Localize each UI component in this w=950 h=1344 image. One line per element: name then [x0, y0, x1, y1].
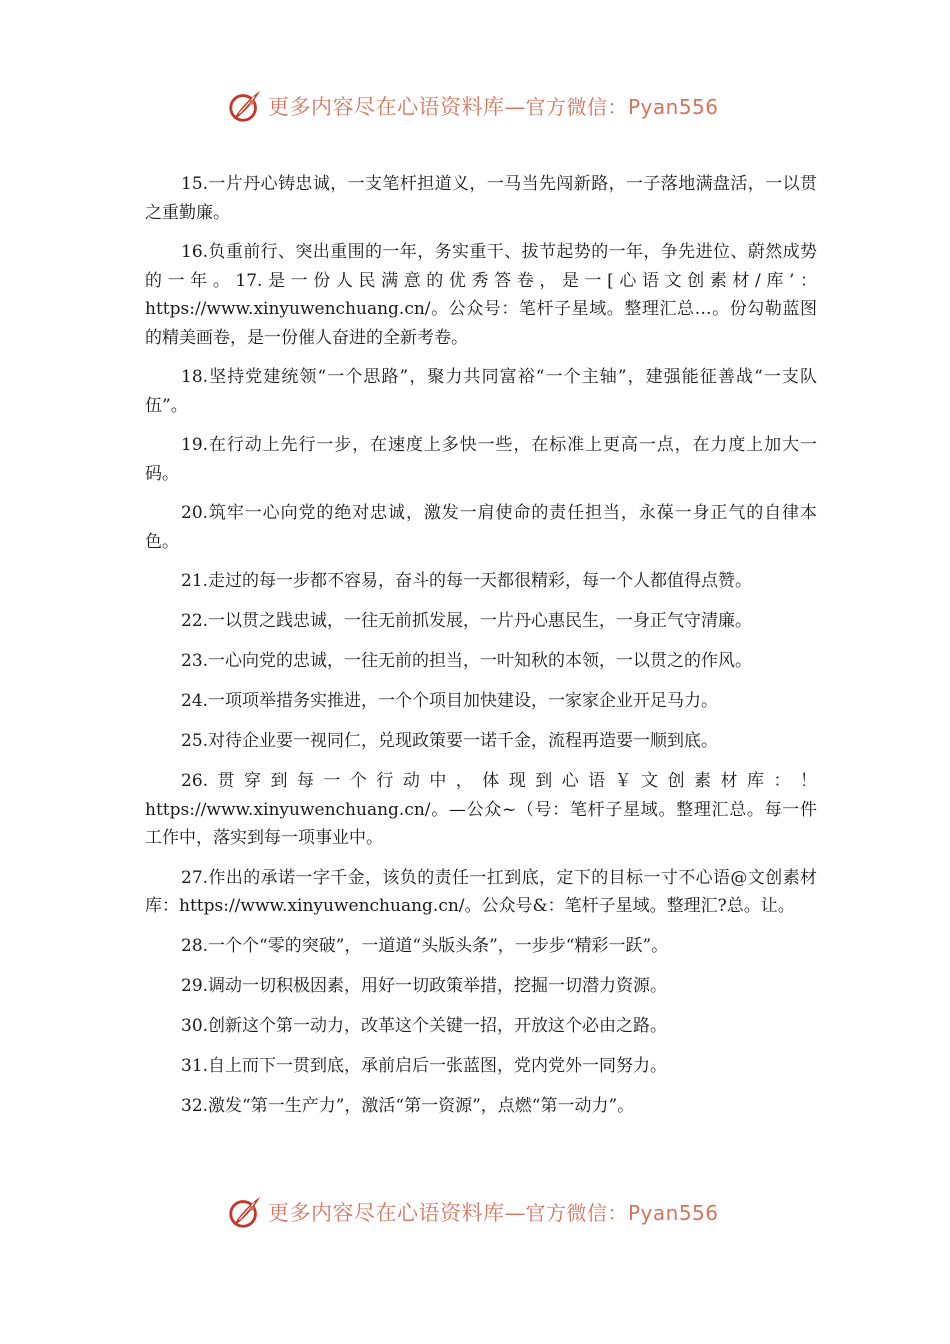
paragraph-23: 23.一心向党的忠诚，一往无前的担当，一叶知秋的本领，一以贯之的作风。	[181, 651, 753, 671]
wechat-id: 官方微信：Pyan556	[525, 95, 719, 119]
paragraph-32: 32.激发“第一生产力”，激活“第一资源”，点燃“第一动力”。	[181, 1095, 635, 1116]
footer-banner	[226, 1192, 726, 1232]
paragraph-27: 27.作出的承诺一字千金，该负的责任一扛到底，定下的目标一寸不心语@文创素材库：https://www.xinyuwenchuang.cn/。公众号&：笔杆子星域。整理汇?总。让。	[145, 867, 817, 916]
paragraph-18: 18.坚持党建统领“一个思路”，聚力共同富裕“一个主轴”，建强能征善战“一支队伍”。	[145, 367, 817, 416]
paragraph-16-17: 16.负重前行、突出重围的一年，务实重干、拔节起势的一年，争先进位、蔚然成势的一年。17.是一份人民满意的优秀答卷，是一[心语文创素材/库’：https://www.xinyuwenchuang.cn/。公众号：笔杆子星域。整理汇总…。份勾勒蓝图的精美画卷，是一份催人奋进的全新考卷。	[145, 242, 817, 348]
site-name: 更多内容尽在心语资料库	[268, 95, 505, 119]
quill-pen-logo-icon	[226, 1193, 264, 1231]
paragraph-24: 24.一项项举措务实推进，一个个项目加快建设，一家家企业开足马力。	[181, 691, 719, 711]
header-banner-text	[268, 91, 719, 121]
paragraph-22: 22.一以贯之践忠诚，一往无前抓发展，一片丹心惠民生，一身正气守清廉。	[181, 611, 753, 631]
paragraph-15: 15.一片丹心铸忠诚，一支笔杆担道义，一马当先闯新路，一子落地满盘活，一以贯之重勤廉。	[145, 174, 817, 223]
paragraph-19: 19.在行动上先行一步，在速度上多快一些，在标准上更高一点，在力度上加大一码。	[145, 435, 817, 484]
wechat-id: 官方微信：Pyan556	[525, 1201, 719, 1225]
banner-separator: —	[504, 1201, 526, 1225]
banner-separator: —	[504, 95, 526, 119]
paragraph-30: 30.创新这个第一动力，改革这个关键一招，开放这个必由之路。	[181, 1015, 668, 1036]
paragraph-29: 29.调动一切积极因素，用好一切政策举措，挖掘一切潜力资源。	[181, 975, 668, 996]
paragraph-26: 26.贯穿到每一个行动中，体现到心语￥文创素材库：！https://www.xinyuwenchuang.cn/。—公众~（号：笔杆子星域。整理汇总。每一件工作中，落实到每一项事业中。	[145, 771, 817, 848]
paragraph-28: 28.一个个“零的突破”，一道道“头版头条”，一步步“精彩一跃”。	[181, 935, 669, 956]
paragraph-31: 31.自上而下一贯到底，承前启后一张蓝图，党内党外一同努力。	[181, 1055, 668, 1076]
paragraph-25: 25.对待企业要一视同仁，兑现政策要一诺千金，流程再造要一顺到底。	[181, 731, 719, 751]
paragraph-21: 21.走过的每一步都不容易，奋斗的每一天都很精彩，每一个人都值得点赞。	[181, 571, 753, 591]
header-banner	[226, 86, 726, 126]
paragraph-20: 20.筑牢一心向党的绝对忠诚，激发一肩使命的责任担当，永葆一身正气的自律本色。	[145, 503, 817, 552]
document-body	[145, 170, 817, 1132]
quill-pen-logo-icon	[226, 87, 264, 125]
site-name: 更多内容尽在心语资料库	[268, 1201, 505, 1225]
footer-banner-text	[268, 1197, 719, 1227]
